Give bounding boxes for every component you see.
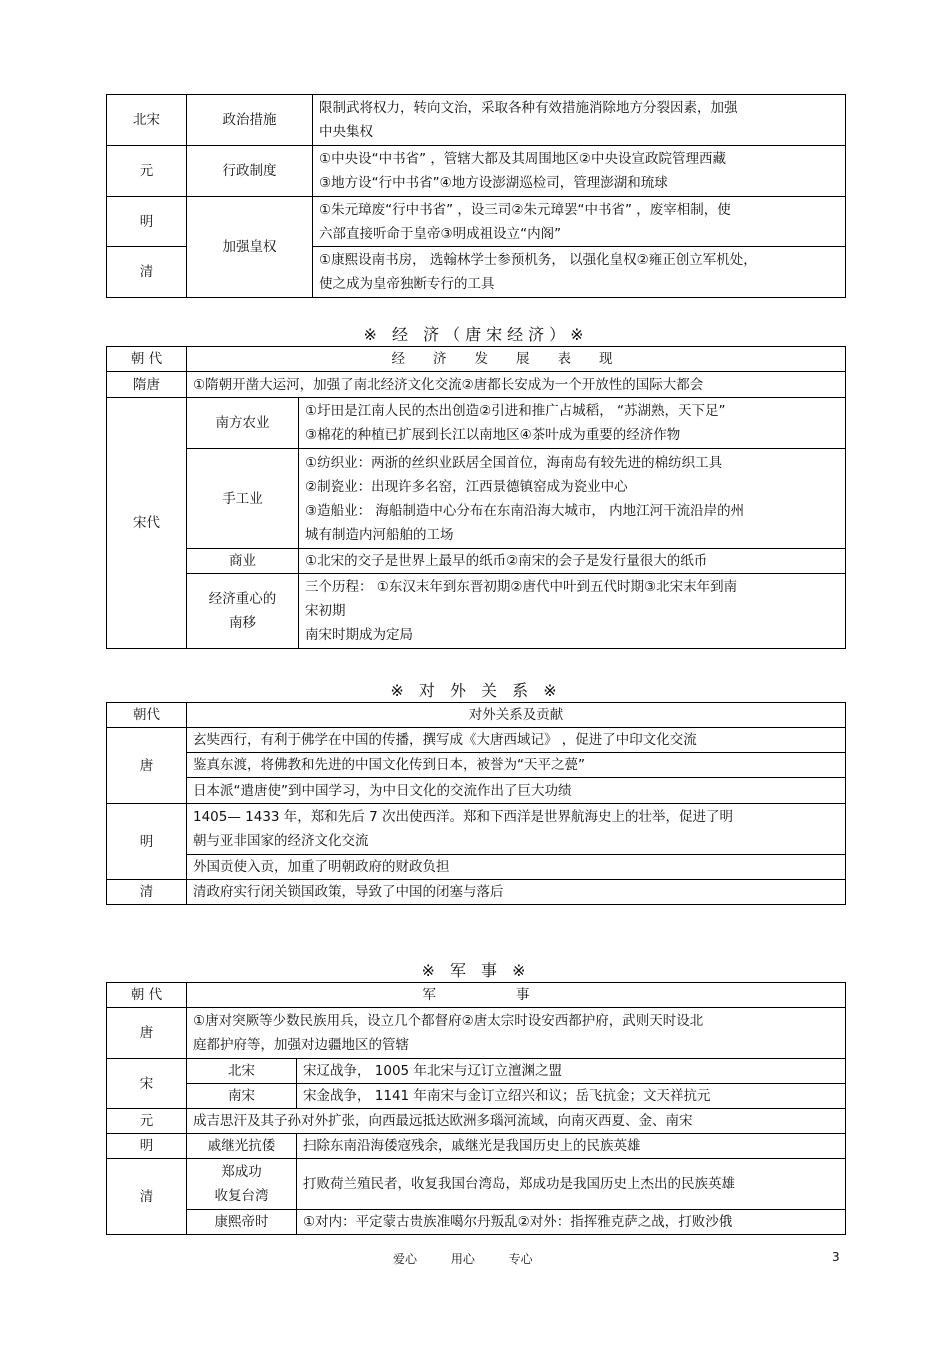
- dynasty-cell: 唐: [107, 1008, 187, 1059]
- item-cell: 手工业: [187, 449, 299, 549]
- content-cell: 宋金战争， 1141 年南宋与金订立绍兴和议；岳飞抗金；文天祥抗元: [297, 1084, 846, 1109]
- table-row: [107, 449, 846, 549]
- table-row: [107, 146, 846, 197]
- dynasty-cell: 明: [107, 197, 187, 247]
- table-row: [107, 549, 846, 574]
- item-cell: 经济重心的 南移: [187, 574, 299, 649]
- content-cell: 成吉思汗及其子孙对外扩张，向西最远抵达欧洲多瑙河流域，向南灭西夏、金、南宋: [187, 1109, 846, 1134]
- table-row: [107, 804, 846, 855]
- content-cell: ①对内：平定蒙古贵族准噶尔丹叛乱②对外：指挥雅克萨之战，打败沙俄: [297, 1210, 846, 1235]
- economy-table: [106, 346, 846, 649]
- content-header: 对外关系及贡献: [187, 703, 846, 728]
- table-row: [107, 1134, 846, 1159]
- content-cell: 外国贡使入贡，加重了明朝政府的财政负担: [187, 855, 846, 880]
- content-header: 经济发展表现: [187, 347, 846, 372]
- content-cell: ①圩田是江南人民的杰出创造②引进和推广占城稻， “苏湖熟，天下足” ③棉花的种植已扩展到长江以南地区④茶叶成为重要的经济作物: [299, 398, 846, 449]
- table-row: [107, 1084, 846, 1109]
- item-cell: 行政制度: [187, 146, 313, 197]
- dynasty-cell: 北宋: [107, 95, 187, 146]
- dynasty-header: 朝 代: [107, 347, 187, 372]
- table-row: [107, 1159, 846, 1210]
- table-row: [107, 398, 846, 449]
- item-cell: 北宋: [187, 1059, 297, 1084]
- dynasty-cell: 元: [107, 146, 187, 197]
- content-cell: ①朱元璋废“行中书省” ，设三司②朱元璋罢“中书省” ，废宰相制，使 六部直接听命于皇帝③明成祖设立“内阁”: [313, 197, 846, 247]
- content-cell: 清政府实行闭关锁国政策，导致了中国的闭塞与落后: [187, 880, 846, 905]
- content-cell: 扫除东南沿海倭寇残余，戚继光是我国历史上的民族英雄: [297, 1134, 846, 1159]
- table-row: [107, 574, 846, 649]
- content-cell: 玄奘西行，有利于佛学在中国的传播，撰写成《大唐西域记》 ，促进了中印文化交流: [187, 728, 846, 753]
- dynasty-cell: 宋代: [107, 398, 187, 649]
- dynasty-cell: 清: [107, 880, 187, 905]
- table-row: [107, 753, 846, 778]
- content-cell: 1405— 1433 年，郑和先后 7 次出使西洋。郑和下西洋是世界航海史上的壮举，促进了明 朝与亚非国家的经济文化交流: [187, 804, 846, 855]
- content-cell: ①唐对突厥等少数民族用兵，设立几个都督府②唐太宗时设安西都护府，武则天时设北 庭都护府等，加强对边疆地区的管辖: [187, 1008, 846, 1059]
- item-cell: 政治措施: [187, 95, 313, 146]
- dynasty-header: 朝 代: [107, 983, 187, 1008]
- table-row: [107, 728, 846, 753]
- content-cell: 鉴真东渡，将佛教和先进的中国文化传到日本，被誉为“天平之甍”: [187, 753, 846, 778]
- table-header-row: [107, 983, 846, 1008]
- content-cell: 限制武将权力，转向文治，采取各种有效措施消除地方分裂因素，加强 中央集权: [313, 95, 846, 146]
- content-cell: ①纺织业：两浙的丝织业跃居全国首位，海南岛有较先进的棉纺织工具 ②制瓷业：出现许多名窑，江西景德镇窑成为瓷业中心 ③造船业： 海船制造中心分布在东南沿海大城市， 内地江河干流沿岸的州 城有制造内河船舶的工场: [299, 449, 846, 549]
- table-row: [107, 197, 846, 247]
- content-cell: ①隋朝开凿大运河，加强了南北经济文化交流②唐都长安成为一个开放性的国际大都会: [187, 372, 846, 398]
- content-cell: 打败荷兰殖民者，收复我国台湾岛，郑成功是我国历史上杰出的民族英雄: [297, 1159, 846, 1210]
- table-row: [107, 95, 846, 146]
- dynasty-cell: 宋: [107, 1059, 187, 1109]
- dynasty-header: 朝代: [107, 703, 187, 728]
- table-row: [107, 372, 846, 398]
- dynasty-cell: 唐: [107, 728, 187, 804]
- item-cell: 商业: [187, 549, 299, 574]
- item-cell: 郑成功 收复台湾: [187, 1159, 297, 1210]
- dynasty-cell: 隋唐: [107, 372, 187, 398]
- page-number: 3: [832, 1250, 840, 1264]
- item-cell: 南方农业: [187, 398, 299, 449]
- item-cell: 康熙帝时: [187, 1210, 297, 1235]
- military-section-title: ※ 军 事 ※: [421, 961, 531, 980]
- table-row: [107, 855, 846, 880]
- dynasty-cell: 元: [107, 1109, 187, 1134]
- content-cell: ①北宋的交子是世界上最早的纸币②南宋的会子是发行量很大的纸币: [299, 549, 846, 574]
- table-row: [107, 1059, 846, 1084]
- table-row: [107, 1008, 846, 1059]
- dynasty-cell: 明: [107, 804, 187, 880]
- item-cell: 加强皇权: [187, 197, 313, 298]
- table-header-row: [107, 347, 846, 372]
- economy-section-title: ※ 经 济（唐宋经济）※: [363, 325, 589, 344]
- dynasty-cell: 明: [107, 1134, 187, 1159]
- content-header: 军事: [187, 983, 846, 1008]
- table-row: [107, 778, 846, 804]
- foreign-table: [106, 702, 846, 905]
- footer-motto: 爱心 用心 专心: [393, 1252, 533, 1266]
- content-cell: ①中央设“中书省” ，管辖大都及其周围地区②中央设宣政院管理西藏 ③地方设“行中书省”④地方设澎湖巡检司，管理澎湖和琉球: [313, 146, 846, 197]
- dynasty-cell: 清: [107, 247, 187, 298]
- foreign-section-title: ※ 对 外 关 系 ※: [390, 681, 562, 700]
- content-cell: 日本派“遣唐使”到中国学习，为中日文化的交流作出了巨大功绩: [187, 778, 846, 804]
- table-row: [107, 880, 846, 905]
- dynasty-cell: 清: [107, 1159, 187, 1235]
- content-cell: 三个历程： ①东汉末年到东晋初期②唐代中叶到五代时期③北宋末年到南 宋初期 南宋时期成为定局: [299, 574, 846, 649]
- item-cell: 南宋: [187, 1084, 297, 1109]
- item-cell: 戚继光抗倭: [187, 1134, 297, 1159]
- table-row: [107, 1109, 846, 1134]
- content-cell: ①康熙设南书房， 选翰林学士参预机务， 以强化皇权②雍正创立军机处， 使之成为皇帝独断专行的工具: [313, 247, 846, 298]
- content-cell: 宋辽战争， 1005 年北宋与辽订立澶渊之盟: [297, 1059, 846, 1084]
- politics-table: [106, 94, 846, 298]
- military-table: [106, 982, 846, 1235]
- table-header-row: [107, 703, 846, 728]
- table-row: [107, 1210, 846, 1235]
